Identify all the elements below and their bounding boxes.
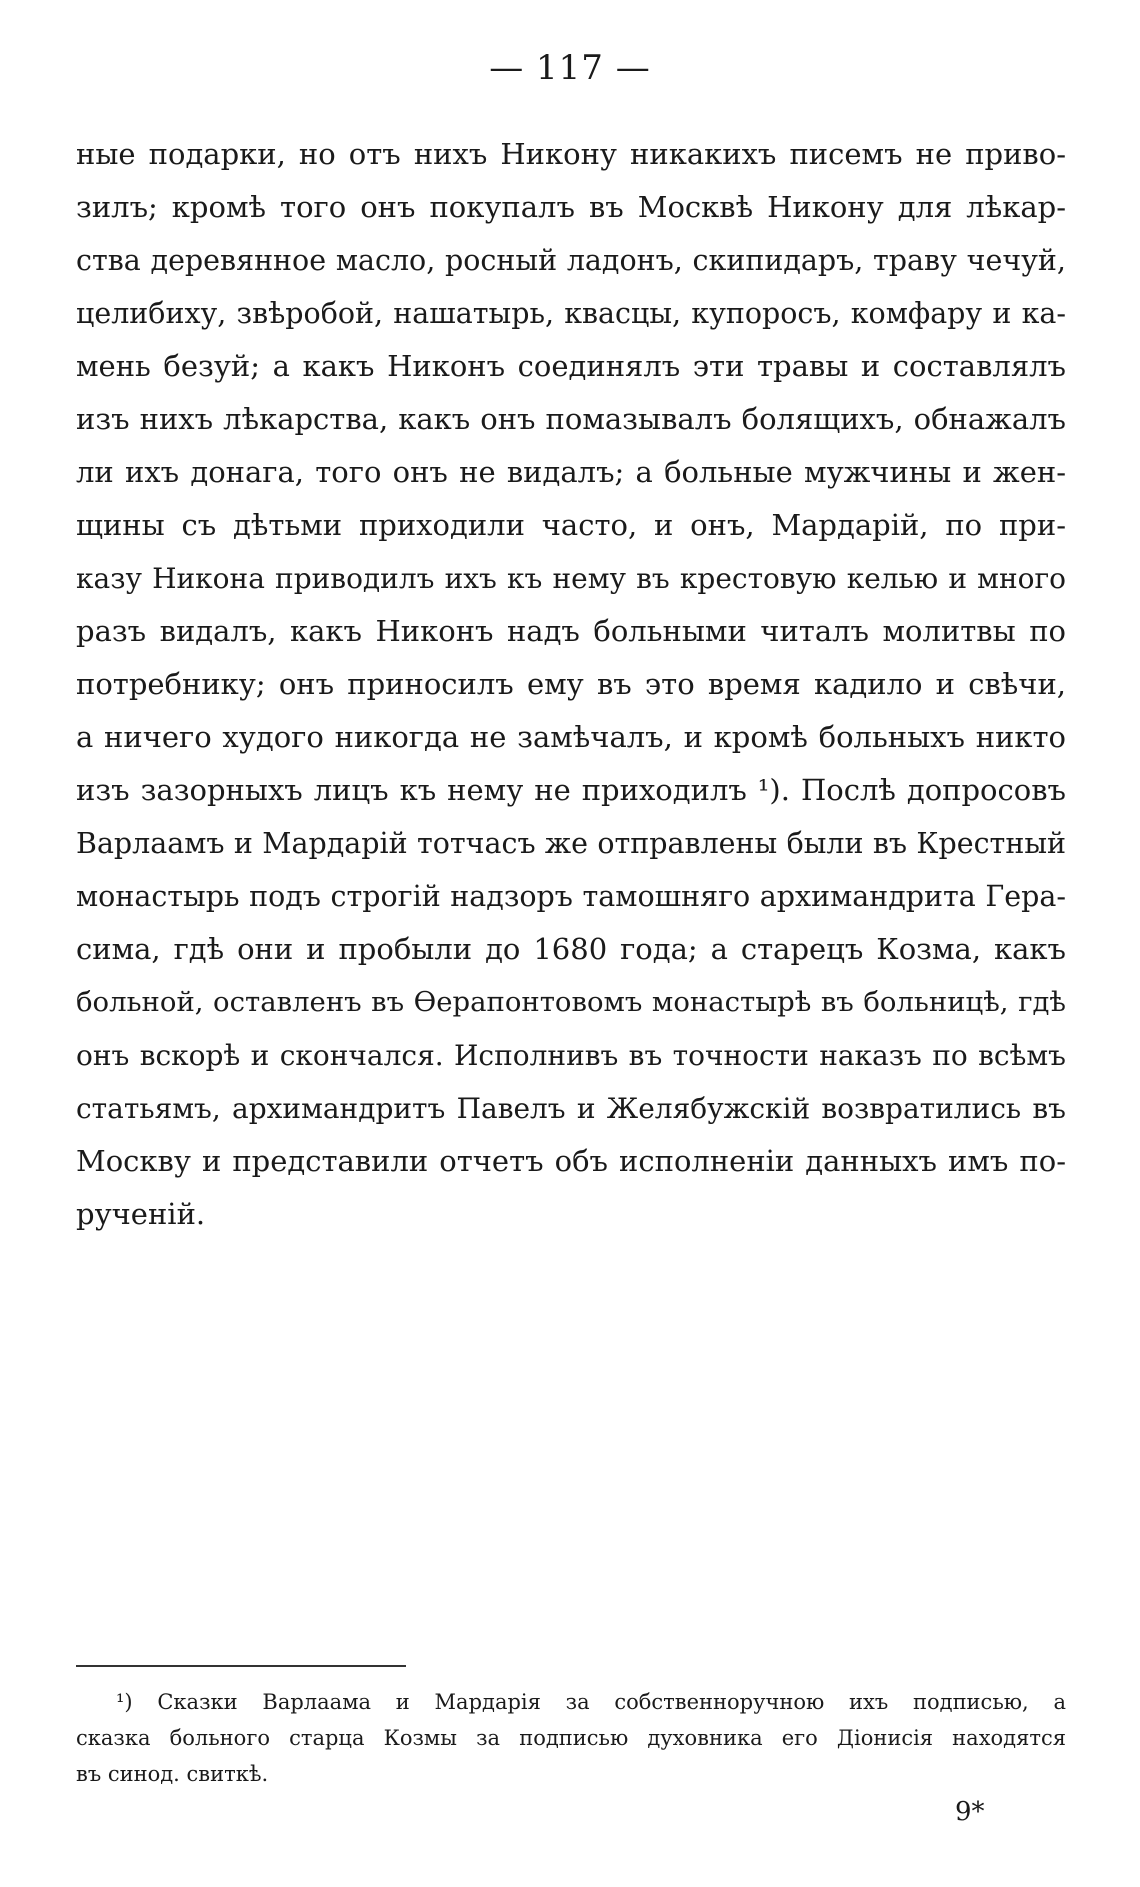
text-line: ные подарки, но отъ нихъ Никону никакихъ писемъ не приво- [76, 137, 1066, 171]
text-line: разъ видалъ, какъ Никонъ надъ больными читалъ молитвы по [76, 614, 1066, 648]
text-line: мень безуй; а какъ Никонъ соединялъ эти травы и составлялъ [76, 349, 1066, 383]
text-line: потребнику; онъ приносилъ ему въ это время кадило и свѣчи, [76, 667, 1066, 701]
footnote-line: ¹) Сказки Варлаама и Мардарія за собственноручною ихъ подписью, а [116, 1690, 1066, 1714]
footnote-divider [76, 1665, 406, 1667]
text-line: больной, оставленъ въ Ѳерапонтовомъ монастырѣ въ больницѣ, гдѣ [76, 986, 1066, 1018]
text-line: монастырь подъ строгій надзоръ тамошняго архимандрита Гера- [76, 880, 1066, 913]
text-line: Варлаамъ и Мардарій тотчасъ же отправлены были въ Крестный [76, 827, 1066, 860]
text-line: онъ вскорѣ и скончался. Исполнивъ въ точности наказъ по всѣмъ [76, 1039, 1066, 1072]
text-line: казу Никона приводилъ ихъ къ нему въ крестовую келью и много [76, 562, 1066, 595]
text-line: а ничего худого никогда не замѣчалъ, и кромѣ больныхъ никто [76, 720, 1066, 754]
footnote [76, 1684, 1066, 1792]
footnote-line: сказка больного старца Козмы за подписью духовника его Діонисія находятся [76, 1726, 1066, 1750]
text-line: щины съ дѣтьми приходили часто, и онъ, Мардарій, по при- [76, 508, 1066, 542]
text-line: сима, гдѣ они и пробыли до 1680 года; а старецъ Козма, какъ [76, 932, 1066, 966]
text-line: рученій. [76, 1197, 206, 1231]
body-text [76, 128, 1066, 1241]
text-line: Москву и представили отчетъ объ исполненіи данныхъ имъ по- [76, 1144, 1066, 1178]
text-line: ства деревянное масло, росный ладонъ, скипидаръ, траву чечуй, [76, 244, 1066, 277]
footnote-line: въ синод. свиткѣ. [76, 1762, 269, 1786]
text-line: изъ нихъ лѣкарства, какъ онъ помазывалъ болящихъ, обнажалъ [76, 402, 1066, 436]
text-line: изъ зазорныхъ лицъ къ нему не приходилъ ¹). Послѣ допросовъ [76, 773, 1066, 807]
text-line: зилъ; кромѣ того онъ покупалъ въ Москвѣ Никону для лѣкар- [76, 190, 1066, 224]
text-line: ли ихъ донага, того онъ не видалъ; а больные мужчины и жен- [76, 455, 1066, 489]
text-line: целибиху, звѣробой, нашатырь, квасцы, купоросъ, комфару и ка- [76, 297, 1066, 330]
text-line: статьямъ, архимандритъ Павелъ и Желябужскій возвратились въ [76, 1092, 1066, 1125]
signature-mark: 9* [955, 1797, 985, 1827]
page-number: — 117 — [489, 48, 651, 88]
